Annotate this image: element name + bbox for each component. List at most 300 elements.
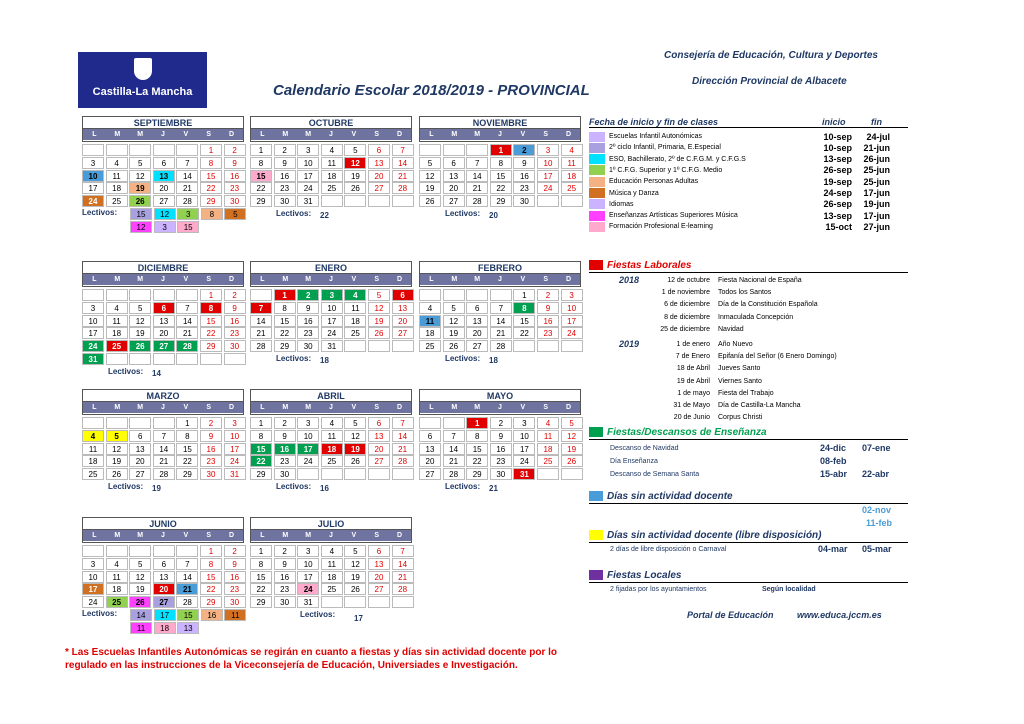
empty-cell (153, 353, 175, 365)
weekday-label: J (161, 404, 165, 411)
empty-cell (224, 353, 246, 365)
empty-cell (466, 289, 488, 301)
weekday-label: D (566, 404, 572, 411)
day-cell: 14 (392, 157, 414, 169)
day-cell: 5 (419, 157, 441, 169)
day-cell: 3 (82, 302, 104, 314)
empty-cell (82, 289, 104, 301)
weekday-label: D (397, 276, 403, 283)
weekday-label: S (206, 404, 212, 411)
day-cell: 7 (153, 430, 175, 442)
day-cell: 18 (561, 170, 583, 182)
day-cell: 28 (176, 195, 198, 207)
day-cell: 4 (106, 302, 128, 314)
day-cell: 14 (443, 443, 465, 455)
fiesta-name: Año Nuevo (718, 341, 753, 348)
portal-link[interactable]: www.educa.jccm.es (797, 610, 882, 620)
day-cell: 6 (368, 144, 390, 156)
empty-cell (82, 417, 104, 429)
lectivos-label: Lectivos: (276, 209, 312, 218)
day-cell: 14 (392, 558, 414, 570)
day-cell: 21 (176, 583, 198, 595)
day-cell: 24 (537, 182, 559, 194)
legend-row (589, 165, 890, 176)
weekday-label: M (137, 404, 144, 411)
day-cell: 12 (129, 170, 151, 182)
month-title: JULIO (251, 518, 411, 530)
day-cell: 26 (129, 195, 151, 207)
empty-cell (466, 144, 488, 156)
weekday-label: J (161, 131, 165, 138)
day-cell: 8 (250, 558, 272, 570)
weekday-label: M (305, 131, 312, 138)
day-cell: 5 (561, 417, 583, 429)
day-cell: 30 (224, 596, 246, 608)
lectivos-label: Lectivos: (108, 482, 144, 491)
day-cell: 21 (176, 327, 198, 339)
lectivos-swatch: 17 (154, 609, 176, 621)
day-cell: 3 (513, 417, 535, 429)
empty-cell (392, 596, 414, 608)
day-cell: 2 (537, 289, 559, 301)
fiestas-title: Fiestas Laborales (607, 260, 692, 271)
weekday-label: S (374, 404, 380, 411)
weekday-label: S (206, 276, 212, 283)
descanso-start: 24-dic (820, 443, 847, 453)
day-cell: 31 (297, 195, 319, 207)
weekday-label: J (329, 131, 333, 138)
empty-cell (368, 195, 390, 207)
legend-end: 25-jun (863, 165, 890, 176)
empty-cell (176, 353, 198, 365)
day-cell: 6 (368, 545, 390, 557)
day-cell: 7 (392, 144, 414, 156)
fiesta-date: 1 de mayo (677, 389, 710, 397)
day-cell: 17 (537, 170, 559, 182)
weekday-label: M (305, 532, 312, 539)
weekday-label: L (429, 131, 434, 138)
fiesta-date: 20 de Junio (673, 414, 710, 422)
day-cell: 22 (513, 327, 535, 339)
day-cell: 31 (82, 353, 104, 365)
day-cell: 28 (153, 468, 175, 480)
day-cell: 8 (513, 302, 535, 314)
lectivos-count: 19 (152, 484, 161, 493)
day-cell: 4 (321, 417, 343, 429)
fiesta-date: 8 de diciembre (664, 313, 710, 321)
weekday-label: M (114, 276, 121, 283)
libre-date-1: 04-mar (818, 544, 848, 554)
weekday-header (420, 402, 580, 413)
legend-start: 19-sep (823, 176, 852, 187)
weekday-label: M (282, 532, 289, 539)
legend-swatch (589, 188, 605, 198)
day-cell: 22 (250, 583, 272, 595)
weekday-label: M (451, 276, 458, 283)
day-cell: 3 (321, 289, 343, 301)
day-cell: 25 (537, 455, 559, 467)
day-cell: 18 (419, 327, 441, 339)
day-cell: 3 (224, 417, 246, 429)
weekday-label: M (114, 532, 121, 539)
day-cell: 20 (392, 315, 414, 327)
weekday-label: J (161, 532, 165, 539)
day-cell: 17 (82, 327, 104, 339)
day-cell: 17 (82, 182, 104, 194)
day-cell: 23 (274, 583, 296, 595)
descansos-rule (589, 439, 908, 440)
day-cell: 18 (344, 315, 366, 327)
day-cell: 3 (297, 545, 319, 557)
day-cell: 15 (250, 170, 272, 182)
day-cell: 2 (224, 289, 246, 301)
day-cell: 4 (344, 289, 366, 301)
day-cell: 14 (153, 443, 175, 455)
empty-cell (176, 289, 198, 301)
day-cell: 27 (443, 195, 465, 207)
legend-end: 21-jun (863, 142, 890, 153)
weekday-label: L (92, 131, 97, 138)
day-cell: 9 (513, 157, 535, 169)
day-cell: 11 (106, 571, 128, 583)
day-cell: 16 (224, 170, 246, 182)
day-cell: 12 (129, 571, 151, 583)
legend-swatch (589, 199, 605, 209)
day-cell: 27 (153, 596, 175, 608)
fiesta-name: Fiesta Nacional de España (718, 277, 802, 284)
legend-start: 15-oct (825, 221, 852, 232)
day-cell: 28 (392, 583, 414, 595)
weekday-label: D (229, 276, 235, 283)
legend-header (589, 117, 908, 128)
fiesta-date: 12 de octubre (667, 277, 710, 284)
day-cell: 14 (176, 170, 198, 182)
day-cell: 9 (224, 302, 246, 314)
day-cell: 1 (250, 545, 272, 557)
legend-row (589, 142, 890, 153)
day-cell: 21 (392, 571, 414, 583)
day-cell: 10 (561, 302, 583, 314)
legend-start: 13-sep (823, 154, 852, 165)
legend-swatch (589, 165, 605, 175)
day-cell: 22 (490, 182, 512, 194)
legend-start: 13-sep (823, 210, 852, 221)
day-cell: 29 (200, 340, 222, 352)
legend-end: 26-jun (863, 154, 890, 165)
day-cell: 31 (297, 596, 319, 608)
locales-value: Según localidad (762, 586, 816, 593)
month-diciembre (82, 261, 244, 287)
weekday-label: J (329, 404, 333, 411)
day-cell: 17 (321, 315, 343, 327)
day-cell: 1 (250, 144, 272, 156)
day-cell: 22 (466, 455, 488, 467)
day-cell: 30 (297, 340, 319, 352)
day-cell: 30 (490, 468, 512, 480)
day-cell: 12 (368, 302, 390, 314)
day-cell: 22 (200, 182, 222, 194)
day-cell: 28 (176, 596, 198, 608)
day-cell: 22 (274, 327, 296, 339)
day-cell: 18 (321, 170, 343, 182)
legend-col-end: fin (871, 117, 882, 127)
fiesta-name: Fiesta del Trabajo (718, 389, 774, 397)
day-cell: 1 (490, 144, 512, 156)
weekday-header (251, 274, 411, 285)
day-cell: 21 (392, 170, 414, 182)
weekday-label: M (137, 532, 144, 539)
month-title: ENERO (251, 262, 411, 274)
day-cell: 16 (224, 571, 246, 583)
day-cell: 21 (466, 182, 488, 194)
day-cell: 8 (176, 430, 198, 442)
day-cell: 4 (106, 558, 128, 570)
sinact-rule (589, 503, 908, 504)
weekday-label: D (397, 532, 403, 539)
weekday-label: L (260, 131, 265, 138)
lectivos-label: Lectivos: (300, 610, 336, 619)
empty-cell (537, 340, 559, 352)
day-cell: 20 (368, 571, 390, 583)
legend-label: Escuelas Infantil Autonómicas (609, 133, 702, 140)
empty-cell (344, 340, 366, 352)
lectivos-count: 22 (320, 211, 329, 220)
day-cell: 9 (274, 558, 296, 570)
day-cell: 5 (443, 302, 465, 314)
legend-label: Enseñanzas Artísticas Superiores Música (609, 212, 738, 220)
day-cell: 24 (297, 182, 319, 194)
legend-col-start: inicio (822, 117, 846, 127)
day-cell: 27 (466, 340, 488, 352)
locales-title: Fiestas Locales (607, 570, 682, 581)
day-cell: 28 (176, 340, 198, 352)
day-cell: 10 (297, 430, 319, 442)
yellow-swatch (589, 530, 603, 540)
lectivos-swatch: 18 (154, 622, 176, 634)
lectivos-swatch: 3 (177, 208, 199, 220)
weekday-label: J (329, 532, 333, 539)
day-cell: 2 (274, 144, 296, 156)
empty-cell (250, 289, 272, 301)
day-cell: 15 (176, 443, 198, 455)
day-cell: 11 (82, 443, 104, 455)
day-cell: 23 (200, 455, 222, 467)
day-cell: 8 (200, 302, 222, 314)
day-cell: 25 (321, 182, 343, 194)
day-cell: 23 (297, 327, 319, 339)
day-cell: 7 (176, 302, 198, 314)
day-cell: 20 (153, 583, 175, 595)
day-cell: 6 (443, 157, 465, 169)
day-cell: 11 (537, 430, 559, 442)
day-cell: 17 (297, 571, 319, 583)
legend-row (589, 221, 890, 232)
day-cell: 29 (250, 195, 272, 207)
day-cell: 6 (466, 302, 488, 314)
day-cell: 9 (274, 430, 296, 442)
empty-cell (82, 144, 104, 156)
day-cell: 18 (321, 571, 343, 583)
lectivos-swatch: 16 (201, 609, 223, 621)
legend-end: 17-jun (863, 210, 890, 221)
day-cell: 14 (176, 315, 198, 327)
day-cell: 6 (392, 289, 414, 301)
empty-cell (106, 144, 128, 156)
lectivos-label: Lectivos: (82, 208, 118, 217)
day-cell: 13 (419, 443, 441, 455)
day-cell: 29 (490, 195, 512, 207)
day-cell: 19 (344, 443, 366, 455)
weekday-header (251, 530, 411, 541)
day-cell: 25 (82, 468, 104, 480)
weekday-label: L (260, 532, 265, 539)
libre-title: Días sin actividad docente (libre disposición) (607, 530, 822, 541)
fiestas-section (589, 260, 691, 271)
legend-end: 17-jun (863, 188, 890, 198)
empty-cell (419, 144, 441, 156)
day-cell: 27 (129, 468, 151, 480)
org-name: Consejería de Educación, Cultura y Deportes (664, 50, 878, 61)
day-cell: 15 (200, 315, 222, 327)
legend-end: 19-jun (863, 199, 890, 210)
weekday-header (83, 530, 243, 541)
day-cell: 30 (513, 195, 535, 207)
day-cell: 17 (82, 583, 104, 595)
weekday-label: V (520, 276, 526, 283)
lectivos-swatch: 15 (177, 609, 199, 621)
weekday-label: J (161, 276, 165, 283)
day-cell: 14 (466, 170, 488, 182)
day-cell: 8 (466, 430, 488, 442)
day-cell: 12 (561, 430, 583, 442)
day-cell: 1 (200, 289, 222, 301)
weekday-header (83, 274, 243, 285)
empty-cell (153, 144, 175, 156)
day-cell: 17 (561, 315, 583, 327)
day-cell: 28 (490, 340, 512, 352)
portal-label: Portal de Educación (687, 610, 774, 620)
day-cell: 7 (490, 302, 512, 314)
weekday-label: D (397, 404, 403, 411)
weekday-label: M (282, 276, 289, 283)
month-septiembre (82, 116, 244, 142)
day-cell: 26 (344, 583, 366, 595)
day-cell: 13 (153, 315, 175, 327)
day-cell: 14 (250, 315, 272, 327)
day-cell: 27 (368, 182, 390, 194)
day-cell: 18 (82, 455, 104, 467)
day-cell: 8 (200, 558, 222, 570)
day-cell: 21 (443, 455, 465, 467)
empty-cell (561, 468, 583, 480)
lectivos-swatch: 15 (177, 221, 199, 233)
day-cell: 2 (274, 545, 296, 557)
day-cell: 12 (419, 170, 441, 182)
day-cell: 10 (537, 157, 559, 169)
day-cell: 6 (153, 558, 175, 570)
day-cell: 7 (443, 430, 465, 442)
day-cell: 3 (297, 144, 319, 156)
red-swatch (589, 260, 603, 270)
day-cell: 23 (224, 182, 246, 194)
day-cell: 4 (106, 157, 128, 169)
day-cell: 23 (224, 327, 246, 339)
day-cell: 24 (82, 340, 104, 352)
day-cell: 19 (368, 315, 390, 327)
sinact-section (589, 491, 733, 502)
day-cell: 24 (321, 327, 343, 339)
legend-start: 26-sep (823, 199, 852, 210)
legend-end: 27-jun (863, 221, 890, 232)
descanso-label: Día Enseñanza (610, 458, 658, 465)
empty-cell (344, 596, 366, 608)
month-abril (250, 389, 412, 415)
weekday-label: L (260, 276, 265, 283)
month-title: DICIEMBRE (83, 262, 243, 274)
legend-label: Formación Profesional E-learning (609, 223, 713, 231)
empty-cell (368, 596, 390, 608)
day-cell: 4 (321, 144, 343, 156)
day-cell: 16 (274, 443, 296, 455)
day-cell: 12 (344, 558, 366, 570)
day-cell: 6 (129, 430, 151, 442)
lectivos-swatch: 13 (177, 622, 199, 634)
day-cell: 19 (129, 327, 151, 339)
day-cell: 4 (537, 417, 559, 429)
day-cell: 7 (392, 545, 414, 557)
day-cell: 3 (297, 417, 319, 429)
day-cell: 15 (200, 170, 222, 182)
legend-swatch (589, 222, 605, 232)
day-cell: 25 (321, 583, 343, 595)
day-cell: 8 (250, 157, 272, 169)
day-cell: 10 (82, 170, 104, 182)
day-cell: 22 (250, 455, 272, 467)
fiesta-name: Epifanía del Señor (6 Enero Domingo) (718, 353, 837, 361)
day-cell: 13 (368, 430, 390, 442)
day-cell: 18 (537, 443, 559, 455)
day-cell: 27 (368, 583, 390, 595)
day-cell: 12 (344, 157, 366, 169)
empty-cell (321, 195, 343, 207)
day-cell: 11 (419, 315, 441, 327)
fiesta-name: Día de la Constitución Española (718, 301, 818, 309)
day-cell: 29 (176, 468, 198, 480)
day-cell: 24 (561, 327, 583, 339)
day-cell: 17 (297, 170, 319, 182)
lectivos-label: Lectivos: (445, 209, 481, 218)
day-cell: 14 (176, 571, 198, 583)
weekday-label: M (282, 131, 289, 138)
weekday-label: V (183, 276, 189, 283)
day-cell: 9 (297, 302, 319, 314)
legend-swatch (589, 177, 605, 187)
day-cell: 29 (466, 468, 488, 480)
empty-cell (443, 144, 465, 156)
day-cell: 27 (392, 327, 414, 339)
day-cell: 10 (297, 157, 319, 169)
empty-cell (443, 289, 465, 301)
day-cell: 9 (537, 302, 559, 314)
day-cell: 19 (344, 170, 366, 182)
day-cell: 16 (274, 571, 296, 583)
empty-cell (392, 340, 414, 352)
day-cell: 15 (466, 443, 488, 455)
locales-row: 2 fijadas por los ayuntamientos (610, 586, 707, 593)
day-cell: 2 (513, 144, 535, 156)
fiesta-date: 31 de Mayo (673, 402, 710, 409)
empty-cell (82, 545, 104, 557)
